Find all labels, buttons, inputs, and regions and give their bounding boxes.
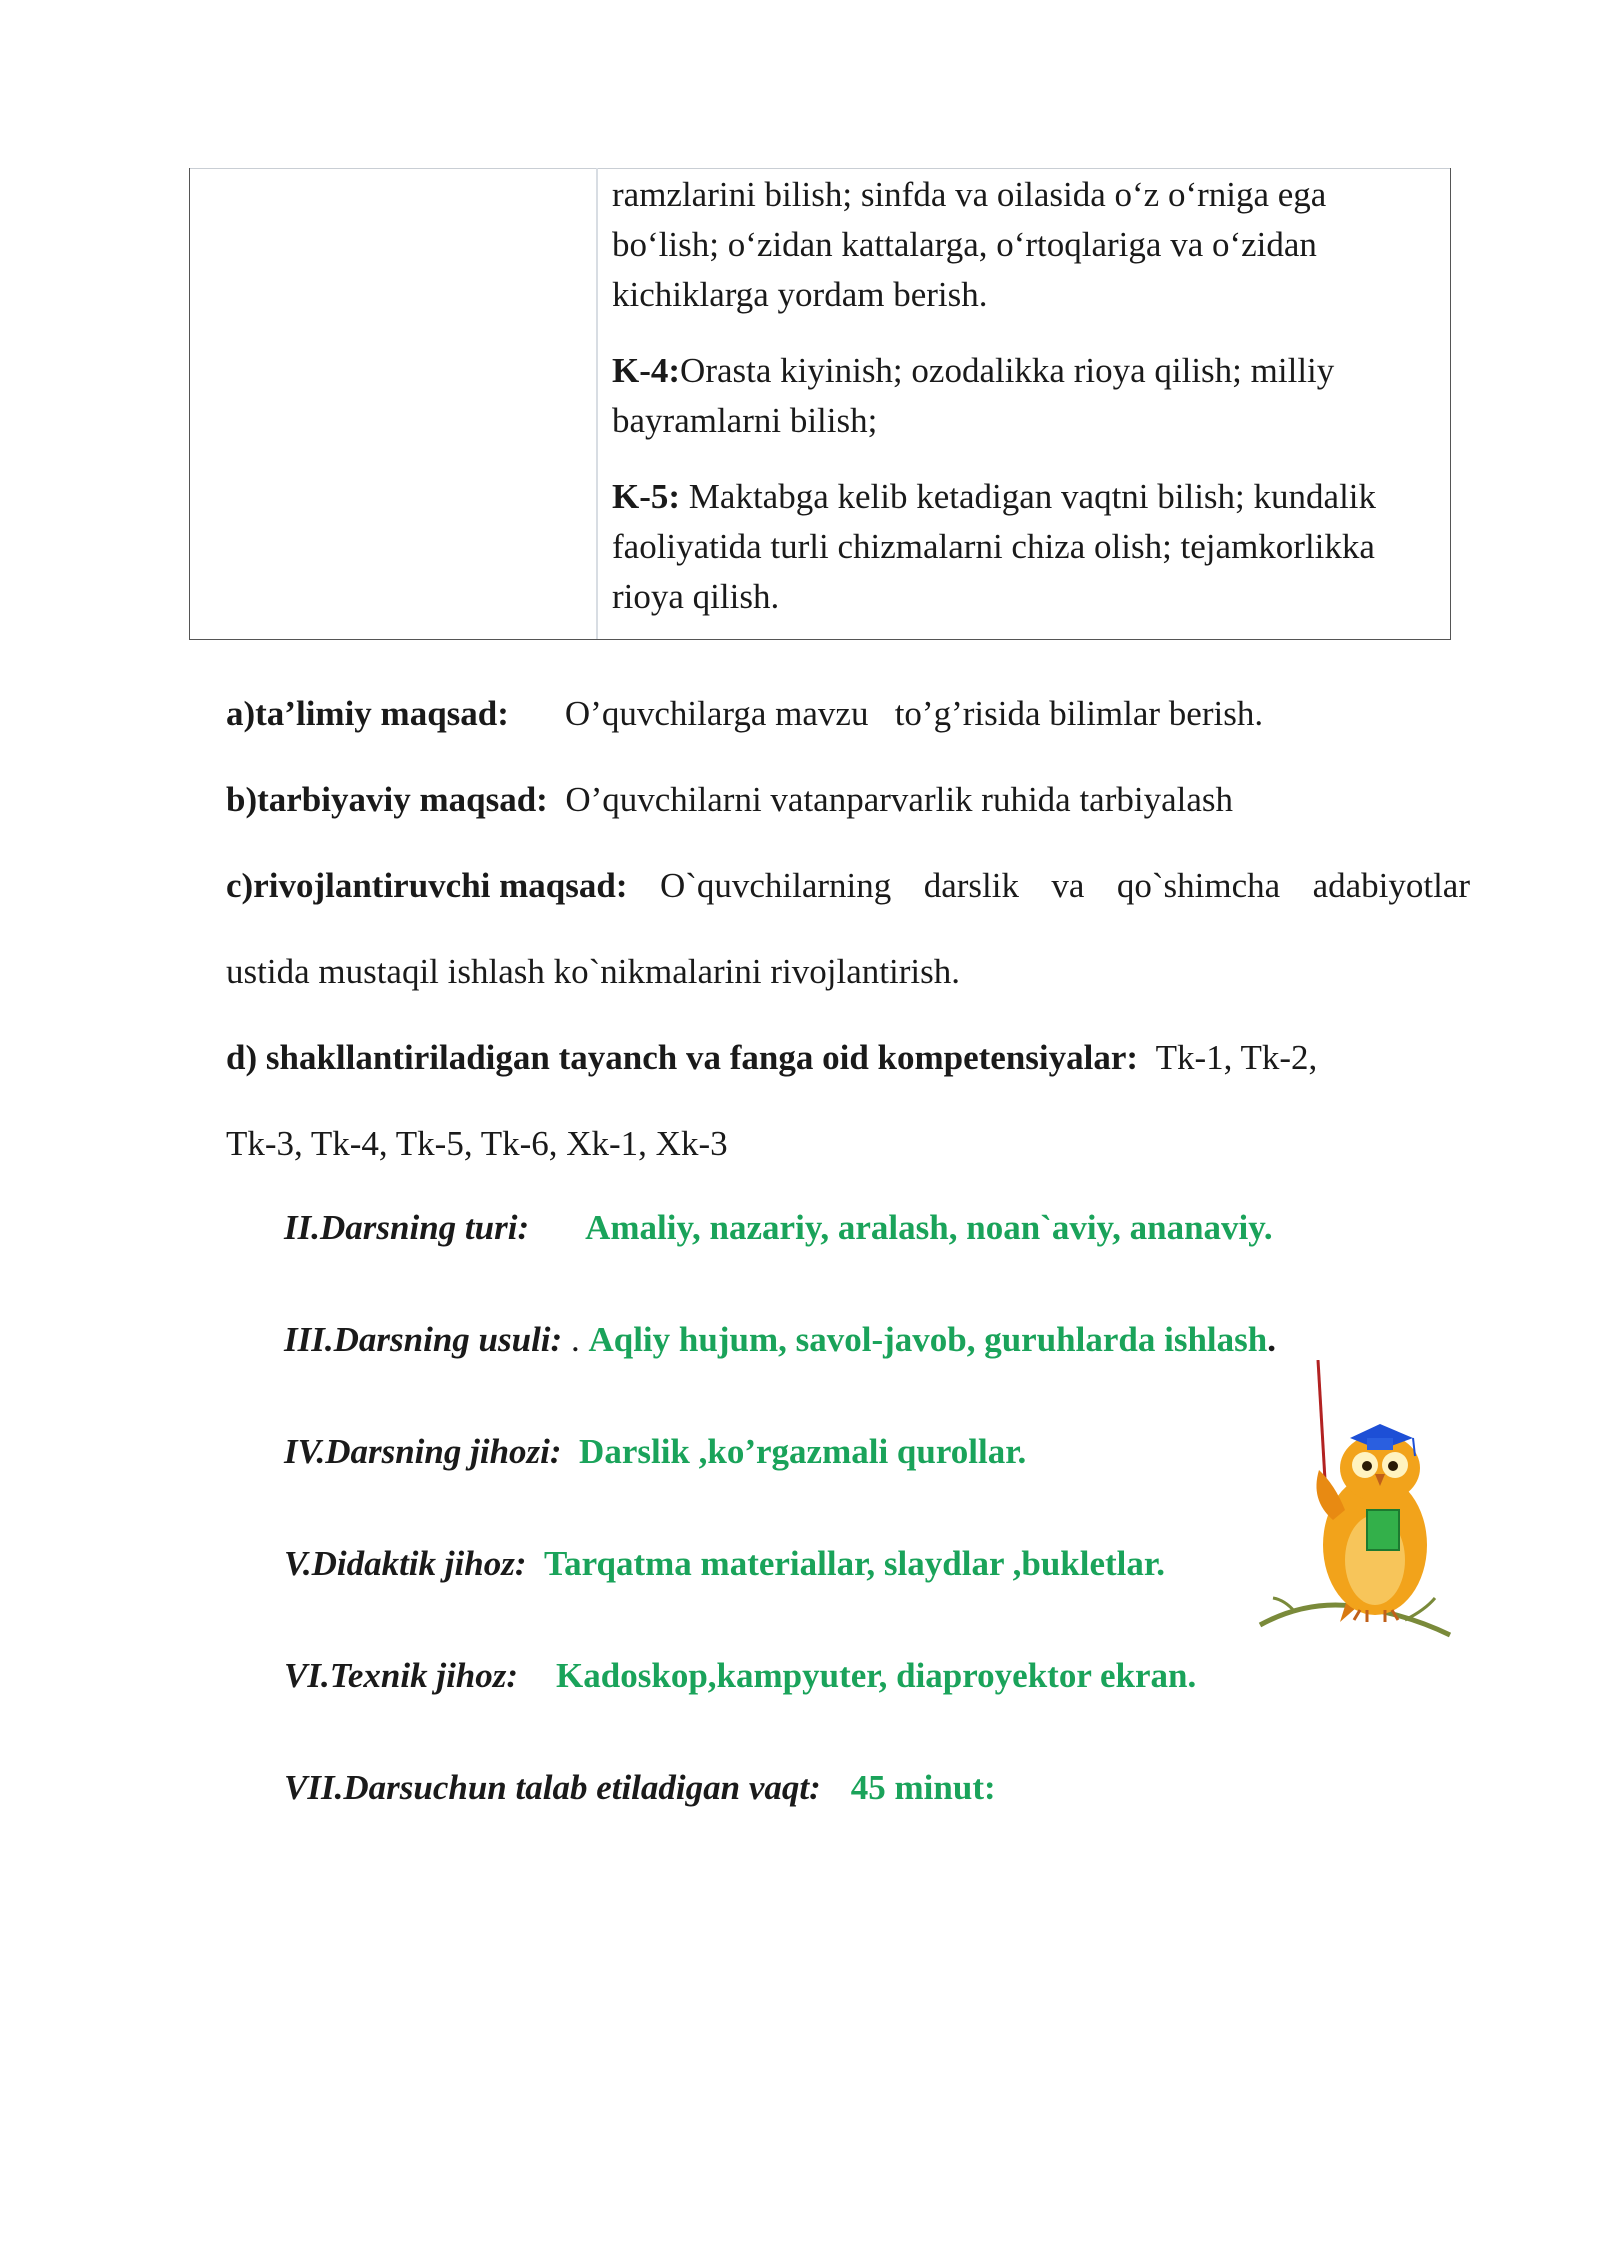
lesson-technical-label: VI.Texnik jihoz: <box>284 1656 519 1695</box>
goal-developmental-word: O`quvchilarning <box>659 866 892 905</box>
lesson-method-separator: . <box>562 1320 589 1359</box>
goal-developmental-label: c)rivojlantiruvchi maqsad: <box>226 866 628 905</box>
goal-competencies-continuation: Tk-3, Tk-4, Tk-5, Tk-6, Xk-1, Xk-3 <box>226 1124 728 1163</box>
goal-competencies-label: d) shakllantiriladigan tayanch va fanga oid kompetensiyalar: <box>226 1038 1139 1077</box>
goal-educational-label: a)ta’limiy maqsad: <box>226 694 509 733</box>
goal-upbringing <box>226 778 1233 822</box>
competency-k5 <box>612 472 1432 622</box>
table-top-line <box>190 168 1450 169</box>
k5-text: Maktabga kelib ketadigan vaqtni bilish; kundalik faoliyatida turli chizmalarni chiza olish; tejamkorlikka rioya qilish. <box>612 477 1377 616</box>
goal-developmental-word: darslik <box>923 866 1019 905</box>
competency-k4 <box>612 346 1432 446</box>
lesson-method-label: III.Darsning usuli: <box>284 1320 563 1359</box>
lesson-equipment-label: IV.Darsning jihozi: <box>284 1432 562 1471</box>
goal-educational-text: O’quvchilarga mavzu to’g’risida bilimlar berish. <box>564 694 1264 733</box>
lesson-technical-value: Kadoskop,kampyuter, diaproyektor ekran. <box>556 1656 1197 1695</box>
competency-table <box>189 168 1451 640</box>
goal-developmental-continuation: ustida mustaqil ishlash ko`nikmalarini rivojlantirish. <box>226 952 960 991</box>
goal-developmental-word: adabiyotlar <box>1312 866 1470 905</box>
goal-educational <box>226 692 1263 736</box>
goal-developmental-word: va <box>1051 866 1085 905</box>
table-column-divider <box>596 168 598 639</box>
competency-paragraph: ramzlarini bilish; sinfda va oilasida o‘z o‘rniga ega bo‘lish; o‘zidan kattalarga, o‘rtoqlariga va o‘zidan kichiklarga yordam berish. <box>612 175 1327 314</box>
lesson-equipment-value: Darslik ,ko’rgazmali qurollar. <box>579 1432 1027 1471</box>
k4-label: K-4: <box>612 351 681 390</box>
goal-competencies-text: Tk-1, Tk-2, <box>1155 1038 1318 1077</box>
lesson-time-value: 45 minut: <box>850 1768 996 1807</box>
lesson-type-value: Amaliy, nazariy, aralash, noan`aviy, ananaviy. <box>585 1208 1273 1247</box>
goal-competencies <box>226 1036 1317 1080</box>
owl-teacher-icon <box>1255 1360 1455 1640</box>
lesson-method-end: . <box>1267 1320 1276 1359</box>
lesson-method-value: Aqliy hujum, savol-javob, guruhlarda ishlash <box>588 1320 1268 1359</box>
lesson-method <box>284 1318 1276 1362</box>
goal-developmental-word: qo`shimcha <box>1116 866 1281 905</box>
k4-text: Orasta kiyinish; ozodalikka rioya qilish; milliy bayramlarni bilish; <box>612 351 1335 440</box>
lesson-type-label: II.Darsning turi: <box>284 1208 530 1247</box>
lesson-time-label: VII.Darsuchun talab etiladigan vaqt: <box>284 1768 821 1807</box>
table-cell-competencies <box>612 170 1432 648</box>
lesson-equipment <box>284 1430 1026 1474</box>
goal-developmental <box>226 864 1470 908</box>
lesson-technical <box>284 1654 1196 1698</box>
goal-upbringing-label: b)tarbiyaviy maqsad: <box>226 780 548 819</box>
lesson-time <box>284 1766 996 1810</box>
lesson-didactic-value: Tarqatma materiallar, slaydlar ,bukletlar. <box>543 1544 1165 1583</box>
lesson-didactic-label: V.Didaktik jihoz: <box>284 1544 527 1583</box>
lesson-type <box>284 1206 1273 1250</box>
goal-upbringing-text: O’quvchilarni vatanparvarlik ruhida tarbiyalash <box>565 780 1234 819</box>
lesson-didactic <box>284 1542 1165 1586</box>
k5-label: K-5: <box>612 477 681 516</box>
